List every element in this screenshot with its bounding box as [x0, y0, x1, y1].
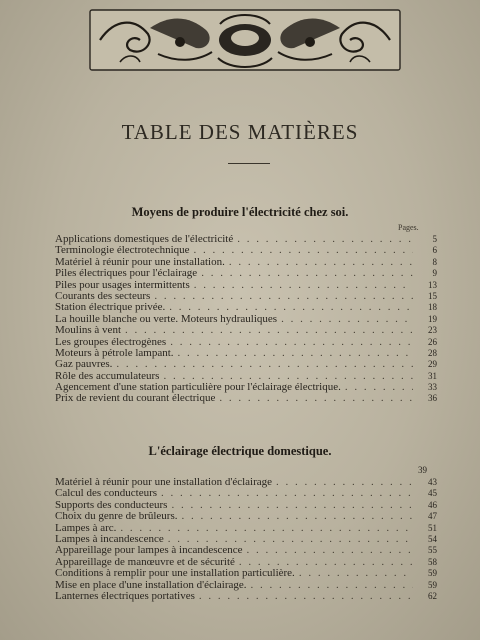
- toc-leader-dots: [125, 325, 413, 336]
- toc-entry-page: 59: [428, 568, 437, 579]
- page-title: TABLE DES MATIÈRES: [121, 120, 359, 144]
- toc-entry-label: La houille blanche ou verte. Moteurs hydrauliques: [55, 312, 278, 325]
- toc-entry-label: Piles électriques pour l'éclairage: [55, 267, 198, 280]
- toc-entry-page: 47: [428, 511, 437, 522]
- toc-leader-dots: [170, 337, 413, 348]
- toc-entry: [55, 268, 437, 279]
- toc-leader-dots: [276, 477, 413, 488]
- toc-entry-page: 5: [432, 234, 437, 244]
- toc-leader-dots: [178, 348, 413, 359]
- toc-leader-dots: [251, 580, 413, 591]
- toc-entry-label: Mise en place d'une installation d'éclairage.: [55, 578, 247, 591]
- toc-entry-page: 51: [428, 522, 437, 533]
- toc-entry-page: 46: [428, 499, 437, 510]
- toc-entry-label: Rôle des accumulateurs: [55, 369, 160, 382]
- toc-entry-label: Lampes à arc.: [55, 521, 117, 534]
- toc-leader-dots: [247, 545, 413, 556]
- toc-entry-page: 15: [428, 290, 437, 301]
- title-divider: [228, 163, 270, 164]
- toc-entry-label: Lampes à incandescence: [55, 532, 164, 545]
- toc-entry-page: 13: [428, 279, 437, 290]
- toc-entry-label: Calcul des conducteurs: [55, 487, 158, 500]
- toc-entry-page: 36: [428, 393, 437, 404]
- toc-entry-label: Station électrique privée.: [55, 301, 166, 314]
- toc-leader-dots: [299, 568, 413, 579]
- toc-entry: [55, 393, 437, 404]
- section-2-start-page: 39: [418, 465, 427, 475]
- toc-leader-dots: [154, 291, 413, 302]
- toc-leader-dots: [281, 314, 413, 325]
- floral-ornament-icon: [80, 4, 410, 80]
- section-heading-2: L'éclairage électrique domestique.: [148, 444, 332, 458]
- toc-entry-page: 19: [428, 313, 437, 324]
- toc-leader-dots: [171, 500, 413, 511]
- toc-leader-dots: [194, 245, 413, 256]
- toc-entry: [55, 359, 437, 370]
- toc-entry-page: 59: [428, 579, 437, 590]
- toc-entry-label: Matériel à réunir pour une installation d'éclairage: [55, 476, 273, 488]
- toc-entry-page: 33: [428, 382, 437, 393]
- toc-entry-label: Conditions à remplir pour une installation particulière.: [55, 567, 295, 580]
- toc-entry-label: Terminologie électrotechnique: [55, 244, 190, 257]
- toc-entry: [55, 511, 437, 522]
- toc-leader-dots: [199, 591, 413, 602]
- toc-entry-page: 8: [432, 256, 437, 267]
- toc-entry-label: Lanternes électriques portatives: [55, 589, 195, 602]
- toc-entry-label: Les groupes électrogènes: [55, 335, 167, 348]
- toc-entry: [55, 568, 437, 579]
- toc-leader-dots: [237, 234, 413, 245]
- toc-entry-page: 6: [432, 245, 437, 256]
- toc-entry-page: 54: [428, 533, 437, 544]
- toc-entry-page: 26: [428, 336, 437, 347]
- toc-entry-page: 9: [432, 268, 437, 279]
- toc-entry-label: Prix de revient du courant électrique: [55, 392, 216, 405]
- toc-leader-dots: [116, 359, 413, 370]
- toc-entry-label: Piles pour usages intermittents: [55, 278, 190, 291]
- toc-entry-label: Gaz pauvres.: [55, 358, 113, 371]
- toc-leader-dots: [229, 257, 413, 268]
- toc-entry-label: Appareillage pour lampes à incandescence: [55, 544, 243, 557]
- toc-leader-dots: [219, 393, 413, 404]
- toc-entry-label: Moulins à vent: [55, 324, 121, 337]
- toc-entry-page: 62: [428, 590, 437, 601]
- toc-entry-page: 43: [428, 477, 437, 487]
- toc-entry-page: 29: [428, 359, 437, 370]
- toc-entry-page: 58: [428, 556, 437, 567]
- toc-leader-dots: [345, 382, 413, 393]
- toc-entry-page: 45: [428, 488, 437, 499]
- toc-entry-label: Appareillage de manœuvre et de sécurité: [55, 555, 235, 568]
- toc-entry: [55, 591, 437, 602]
- toc-entry-label: Agencement d'une station particulière pour l'éclairage électrique.: [55, 381, 341, 394]
- toc-leader-dots: [201, 268, 413, 279]
- toc-entry-page: 18: [428, 302, 437, 313]
- pages-column-label: Pages.: [398, 223, 419, 232]
- toc-entry: [55, 325, 437, 336]
- toc-entry-label: Supports des conducteurs: [55, 498, 168, 511]
- toc-entry-page: 23: [428, 325, 437, 336]
- toc-leader-dots: [194, 280, 413, 291]
- toc-leader-dots: [120, 523, 413, 534]
- toc-entry-page: 31: [428, 370, 437, 381]
- toc-list-2: [55, 477, 437, 602]
- toc-leader-dots: [161, 488, 413, 499]
- toc-entry: [55, 348, 437, 359]
- section-heading-1: Moyens de produire l'électricité chez soi.: [131, 205, 349, 219]
- toc-entry-page: 28: [428, 347, 437, 358]
- toc-entry-label: Courants des secteurs: [55, 289, 151, 302]
- toc-entry-label: Moteurs à pétrole lampant.: [55, 346, 174, 359]
- toc-entry-label: Matériel à réunir pour une installation.: [55, 255, 225, 268]
- toc-leader-dots: [182, 511, 414, 522]
- toc-entry-label: Applications domestiques de l'électricité: [55, 233, 234, 245]
- toc-entry-page: 55: [428, 545, 437, 556]
- toc-list-1: [55, 234, 437, 405]
- toc-entry-label: Choix du genre de brûleurs.: [55, 510, 178, 523]
